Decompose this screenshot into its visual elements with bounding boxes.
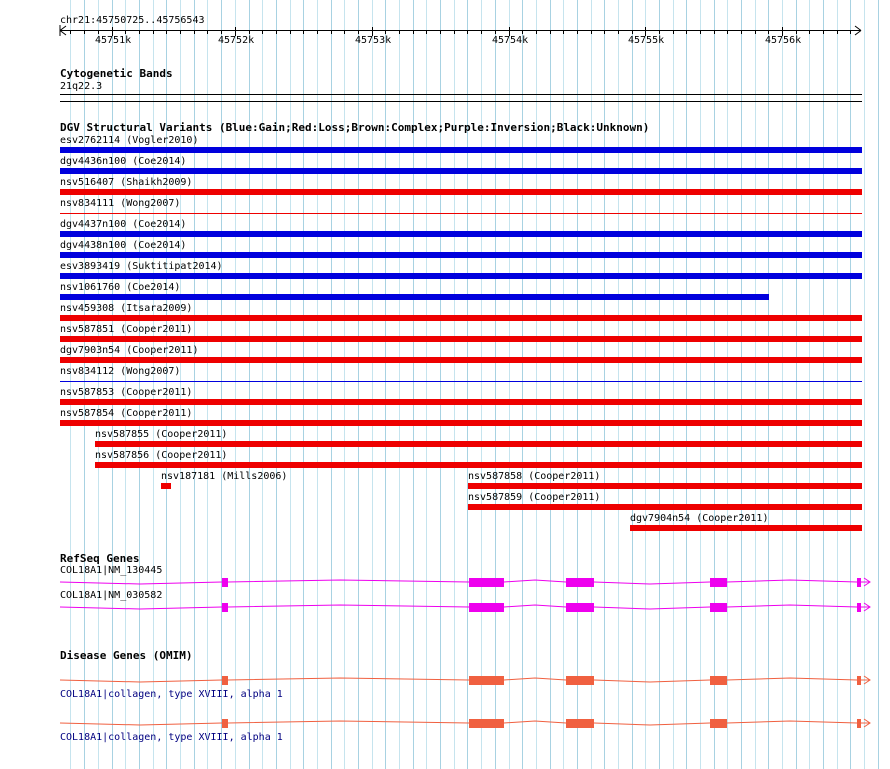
cytoband-line-top — [60, 94, 862, 95]
ruler-tick-label: 45756k — [765, 35, 802, 46]
ruler-left-arrow-bottom — [60, 31, 66, 36]
refseq-gene-exon — [710, 578, 727, 587]
dgv-variant-bar[interactable] — [60, 147, 862, 153]
omim-gene-intron-line — [60, 678, 870, 682]
dgv-variant-bar[interactable] — [60, 273, 862, 279]
omim-gene-exon — [222, 676, 228, 685]
omim-gene-exon — [469, 719, 504, 728]
ruler-tick-label: 45755k — [628, 35, 665, 46]
refseq-gene-exon — [222, 578, 228, 587]
ruler-tick-label: 45754k — [492, 35, 529, 46]
refseq-gene-exon — [566, 578, 594, 587]
dgv-variant-bar[interactable] — [468, 504, 862, 510]
dgv-variant-bar[interactable] — [60, 294, 769, 300]
cytoband-line-bottom — [60, 101, 862, 102]
refseq-gene-model[interactable] — [55, 574, 875, 590]
dgv-variant-label[interactable]: esv2762114 (Vogler2010) — [60, 135, 199, 146]
dgv-variant-label[interactable]: nsv587853 (Cooper2011) — [60, 387, 193, 398]
dgv-variant-label[interactable]: nsv587855 (Cooper2011) — [95, 429, 228, 440]
refseq-gene-exon — [222, 603, 228, 612]
dgv-variant-bar[interactable] — [60, 315, 862, 321]
dgv-variant-bar[interactable] — [60, 357, 862, 363]
omim-gene-exon — [857, 676, 861, 685]
omim-gene-exon — [566, 719, 594, 728]
dgv-variant-label[interactable]: nsv834111 (Wong2007) — [60, 198, 181, 209]
dgv-variant-bar[interactable] — [95, 441, 862, 447]
dgv-variant-label[interactable]: nsv587854 (Cooper2011) — [60, 408, 193, 419]
ruler-tick-label: 45752k — [218, 35, 255, 46]
dgv-variant-label[interactable]: esv3893419 (Suktitipat2014) — [60, 261, 223, 272]
dgv-variant-label[interactable]: nsv587858 (Cooper2011) — [468, 471, 601, 482]
refseq-gene-exon — [566, 603, 594, 612]
dgv-variant-bar[interactable] — [630, 525, 862, 531]
dgv-variant-label[interactable]: dgv4437n100 (Coe2014) — [60, 219, 187, 230]
ruler-right-arrow-bottom — [855, 31, 861, 36]
dgv-variant-bar[interactable] — [60, 213, 862, 214]
dgv-variant-bar[interactable] — [60, 168, 862, 174]
omim-gene-label[interactable]: COL18A1|collagen, type XVIII, alpha 1 — [60, 732, 283, 743]
ruler — [55, 24, 867, 48]
refseq-gene-intron-line — [60, 605, 870, 609]
omim-gene-exon — [710, 676, 727, 685]
ruler-right-arrow-top — [855, 26, 861, 31]
omim-gene-exon — [857, 719, 861, 728]
dgv-variant-bar[interactable] — [60, 231, 862, 237]
omim-gene-model[interactable] — [55, 715, 875, 731]
omim-track-title: Disease Genes (OMIM) — [60, 649, 193, 662]
refseq-gene-exon — [857, 578, 861, 587]
omim-gene-exon — [566, 676, 594, 685]
ruler-tick-label: 45751k — [95, 35, 132, 46]
dgv-variant-label[interactable]: nsv187181 (Mills2006) — [161, 471, 288, 482]
cytoband-label: 21q22.3 — [60, 81, 103, 92]
dgv-variant-bar[interactable] — [60, 189, 862, 195]
omim-gene-model[interactable] — [55, 672, 875, 688]
dgv-variant-label[interactable]: nsv587856 (Cooper2011) — [95, 450, 228, 461]
omim-gene-exon — [710, 719, 727, 728]
refseq-gene-exon — [857, 603, 861, 612]
dgv-variant-bar[interactable] — [60, 336, 862, 342]
dgv-variant-label[interactable]: dgv7903n54 (Cooper2011) — [60, 345, 199, 356]
dgv-variant-bar[interactable] — [60, 399, 862, 405]
dgv-variant-label[interactable]: dgv4436n100 (Coe2014) — [60, 156, 187, 167]
dgv-variant-label[interactable]: nsv587859 (Cooper2011) — [468, 492, 601, 503]
dgv-track-title: DGV Structural Variants (Blue:Gain;Red:Loss;Brown:Complex;Purple:Inversion;Black:Unknown) — [60, 121, 650, 134]
dgv-variant-bar[interactable] — [60, 381, 862, 382]
dgv-variant-bar[interactable] — [161, 483, 171, 489]
dgv-variant-bar[interactable] — [60, 252, 862, 258]
dgv-variant-bar[interactable] — [60, 420, 862, 426]
refseq-gene-model[interactable] — [55, 599, 875, 615]
dgv-variant-label[interactable]: nsv834112 (Wong2007) — [60, 366, 181, 377]
ruler-left-arrow-top — [60, 26, 66, 31]
dgv-variant-label[interactable]: dgv4438n100 (Coe2014) — [60, 240, 187, 251]
cytoband-track-title: Cytogenetic Bands — [60, 67, 173, 80]
refseq-gene-exon — [469, 603, 504, 612]
refseq-gene-intron-line — [60, 580, 870, 584]
omim-gene-exon — [469, 676, 504, 685]
dgv-variant-bar[interactable] — [468, 483, 862, 489]
refseq-gene-label[interactable]: COL18A1|NM_130445 — [60, 565, 163, 576]
dgv-variant-bar[interactable] — [95, 462, 862, 468]
refseq-gene-exon — [710, 603, 727, 612]
ruler-tick-label: 45753k — [355, 35, 392, 46]
refseq-gene-label[interactable]: COL18A1|NM_030582 — [60, 590, 163, 601]
omim-gene-label[interactable]: COL18A1|collagen, type XVIII, alpha 1 — [60, 689, 283, 700]
ruler-range-label: chr21:45750725..45756543 — [60, 15, 205, 26]
dgv-variant-label[interactable]: nsv516407 (Shaikh2009) — [60, 177, 193, 188]
dgv-variant-label[interactable]: nsv459308 (Itsara2009) — [60, 303, 193, 314]
refseq-track-title: RefSeq Genes — [60, 552, 140, 565]
omim-gene-intron-line — [60, 721, 870, 725]
dgv-variant-label[interactable]: nsv587851 (Cooper2011) — [60, 324, 193, 335]
omim-gene-exon — [222, 719, 228, 728]
dgv-variant-label[interactable]: dgv7904n54 (Cooper2011) — [630, 513, 769, 524]
dgv-variant-label[interactable]: nsv1061760 (Coe2014) — [60, 282, 181, 293]
refseq-gene-exon — [469, 578, 504, 587]
